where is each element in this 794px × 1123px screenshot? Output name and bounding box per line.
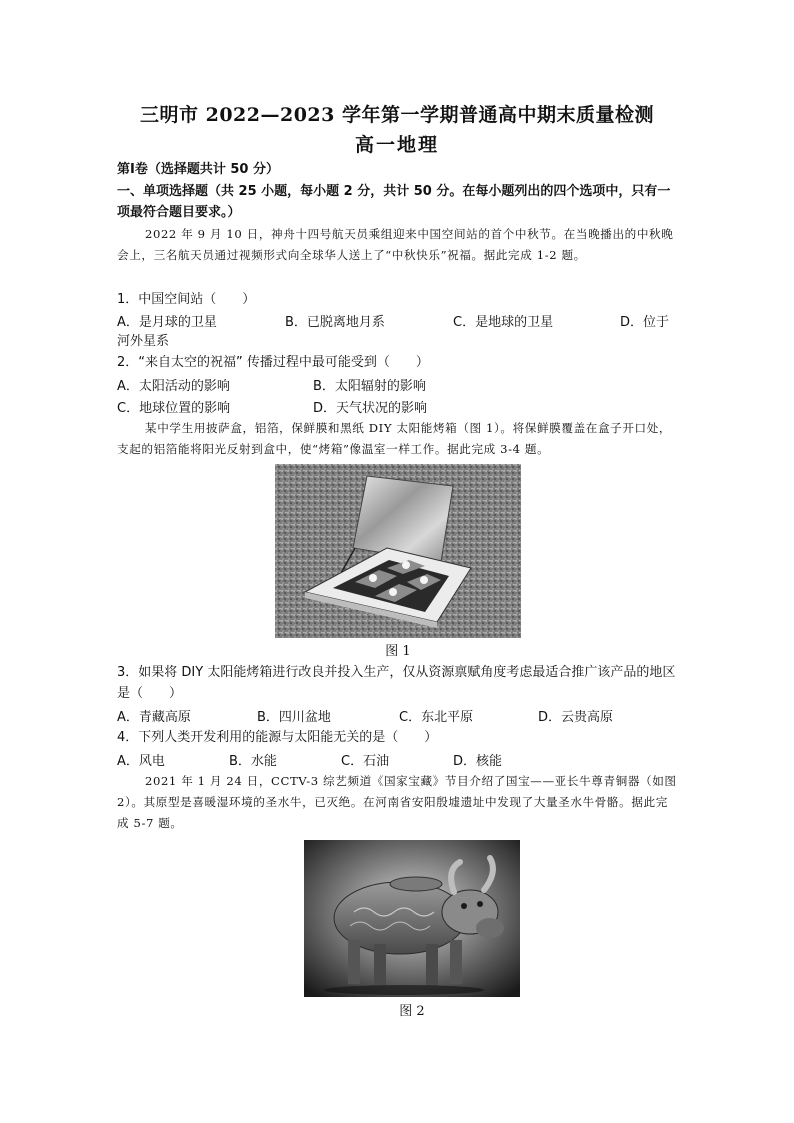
q3-option-c: C．东北平原 <box>399 710 474 725</box>
q1-option-d: D．位于 <box>620 315 670 330</box>
q1-option-a: A．是月球的卫星 <box>117 315 217 330</box>
question-2-options-row1 <box>117 375 677 395</box>
section-instruction: 一、单项选择题（共 25 小题，每小题 2 分，共计 50 分。在每小题列出的四个选项中，只有一项最符合题目要求。） <box>117 184 671 220</box>
q1-option-c: C．是地球的卫星 <box>453 315 554 330</box>
question-3-options <box>117 706 677 726</box>
q2-option-c: C．地球位置的影响 <box>117 401 231 416</box>
question-1-stem: 1．中国空间站（ ） <box>117 292 256 307</box>
figure-1-caption: 图 1 <box>385 644 411 659</box>
question-2-stem: 2．“来自太空的祝福” 传播过程中最可能受到（ ） <box>117 355 429 370</box>
q1-option-d-continued: 河外星系 <box>117 334 170 349</box>
q2-option-b: B．太阳辐射的影响 <box>313 379 426 394</box>
question-2-options-row2 <box>117 397 677 417</box>
question-4-options <box>117 750 677 770</box>
figure-2-bronze-ox-photo <box>304 840 520 997</box>
q2-option-a: A．太阳活动的影响 <box>117 379 230 394</box>
question-3-stem: 3．如果将 DIY 太阳能烤箱进行改良并投入生产，仅从资源禀赋角度考虑最适合推广该产品的地区是（ ） <box>117 665 676 701</box>
passage-3: 2021 年 1 月 24 日，CCTV-3 综艺频道《国家宝藏》节目介绍了国宝——亚长牛尊青铜器（如图 2）。其原型是喜暖湿环境的圣水牛，已灭绝。在河南省安阳殷墟遗址中发现了大量圣水牛骨骼。据此完成 5-7 题。 <box>117 774 677 830</box>
figure-2-caption: 图 2 <box>399 1004 425 1019</box>
exam-subtitle: 高一地理 <box>354 134 439 156</box>
q4-option-d: D．核能 <box>453 754 503 769</box>
q2-option-d: D．天气状况的影响 <box>313 401 428 416</box>
figure-1-solar-oven-photo <box>275 464 521 638</box>
q4-option-b: B．水能 <box>229 754 277 769</box>
q3-option-b: B．四川盆地 <box>257 710 331 725</box>
question-1-options <box>117 311 677 331</box>
q4-option-a: A．风电 <box>117 754 165 769</box>
q3-option-a: A．青藏高原 <box>117 710 191 725</box>
passage-2: 某中学生用披萨盒，铝箔，保鲜膜和黑纸 DIY 太阳能烤箱（图 1）。将保鲜膜覆盖在盒子开口处，支起的铝箔能将阳光反射到盒中，使“烤箱”像温室一样工作。据此完成 3-4 题。 <box>117 421 672 456</box>
exam-title: 三明市 2022—2023 学年第一学期普通高中期末质量检测 <box>140 104 654 126</box>
passage-1: 2022 年 9 月 10 日，神舟十四号航天员乘组迎来中国空间站的首个中秋节。在当晚播出的中秋晚会上，三名航天员通过视频形式向全球华人送上了“中秋快乐”祝福。据此完成 1-2 题。 <box>117 227 674 262</box>
q1-option-b: B．已脱离地月系 <box>285 315 385 330</box>
q3-option-d: D．云贵高原 <box>538 710 614 725</box>
q4-option-c: C．石油 <box>341 754 390 769</box>
solar-oven-image <box>275 464 521 638</box>
bronze-ox-image <box>304 840 520 997</box>
volume-heading: 第Ⅰ卷（选择题共计 50 分） <box>117 162 279 177</box>
question-4-stem: 4．下列人类开发利用的能源与太阳能无关的是（ ） <box>117 730 438 745</box>
